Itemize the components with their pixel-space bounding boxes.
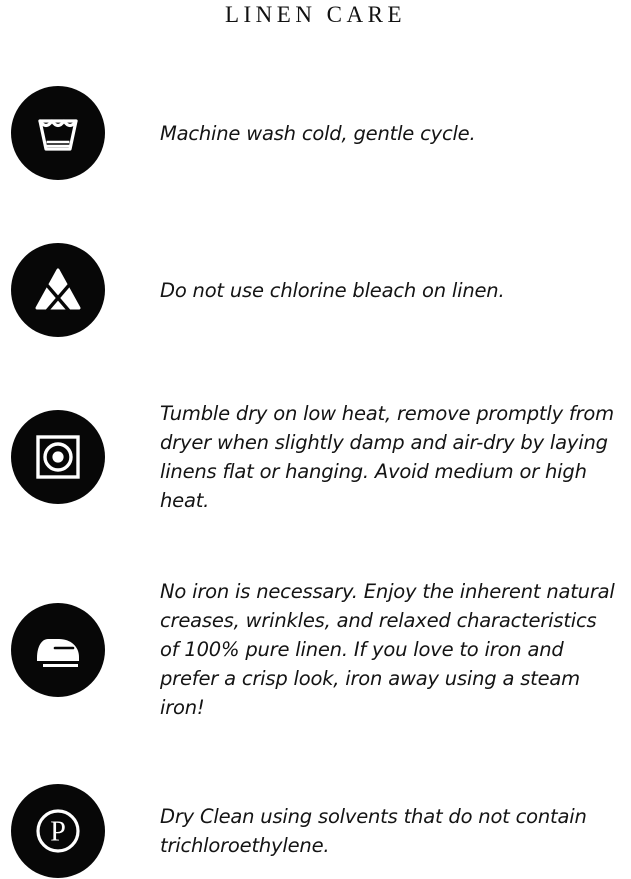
care-instruction-list: [0, 86, 631, 878]
tumble-dry-low-icon: [11, 410, 105, 504]
list-item: [0, 243, 631, 337]
care-instruction-text: Machine wash cold, gentle cycle.: [160, 121, 476, 145]
text-cell: [105, 399, 617, 515]
dry-clean-p-icon: [11, 784, 105, 878]
machine-wash-icon: [11, 86, 105, 180]
care-instruction-text: Dry Clean using solvents that do not contain trichloroethylene.: [160, 805, 587, 857]
text-cell: [105, 276, 617, 305]
icon-cell: [11, 784, 105, 878]
text-cell: [105, 119, 617, 148]
care-instruction-text: No iron is necessary. Enjoy the inherent natural creases, wrinkles, and relaxed characteristics of 100% pure linen. If you love to iron and prefer a crisp look, iron away using a steam iron!: [160, 580, 615, 719]
do-not-bleach-icon: [11, 243, 105, 337]
text-cell: [105, 577, 617, 722]
page-title: LINEN CARE: [224, 2, 407, 27]
text-cell: [105, 802, 617, 860]
care-instruction-text: Do not use chlorine bleach on linen.: [160, 278, 505, 302]
iron-icon: [11, 603, 105, 697]
svg-text:P: P: [50, 816, 66, 848]
icon-cell: [11, 603, 105, 697]
care-instruction-text: Tumble dry on low heat, remove promptly from dryer when slightly damp and air-dry by laying linens flat or hanging. Avoid medium or high heat.: [160, 402, 614, 512]
icon-cell: [11, 243, 105, 337]
list-item: [0, 784, 631, 878]
list-item: [0, 399, 631, 515]
icon-cell: [11, 86, 105, 180]
list-item: [0, 577, 631, 722]
list-item: [0, 86, 631, 180]
icon-cell: [11, 410, 105, 504]
